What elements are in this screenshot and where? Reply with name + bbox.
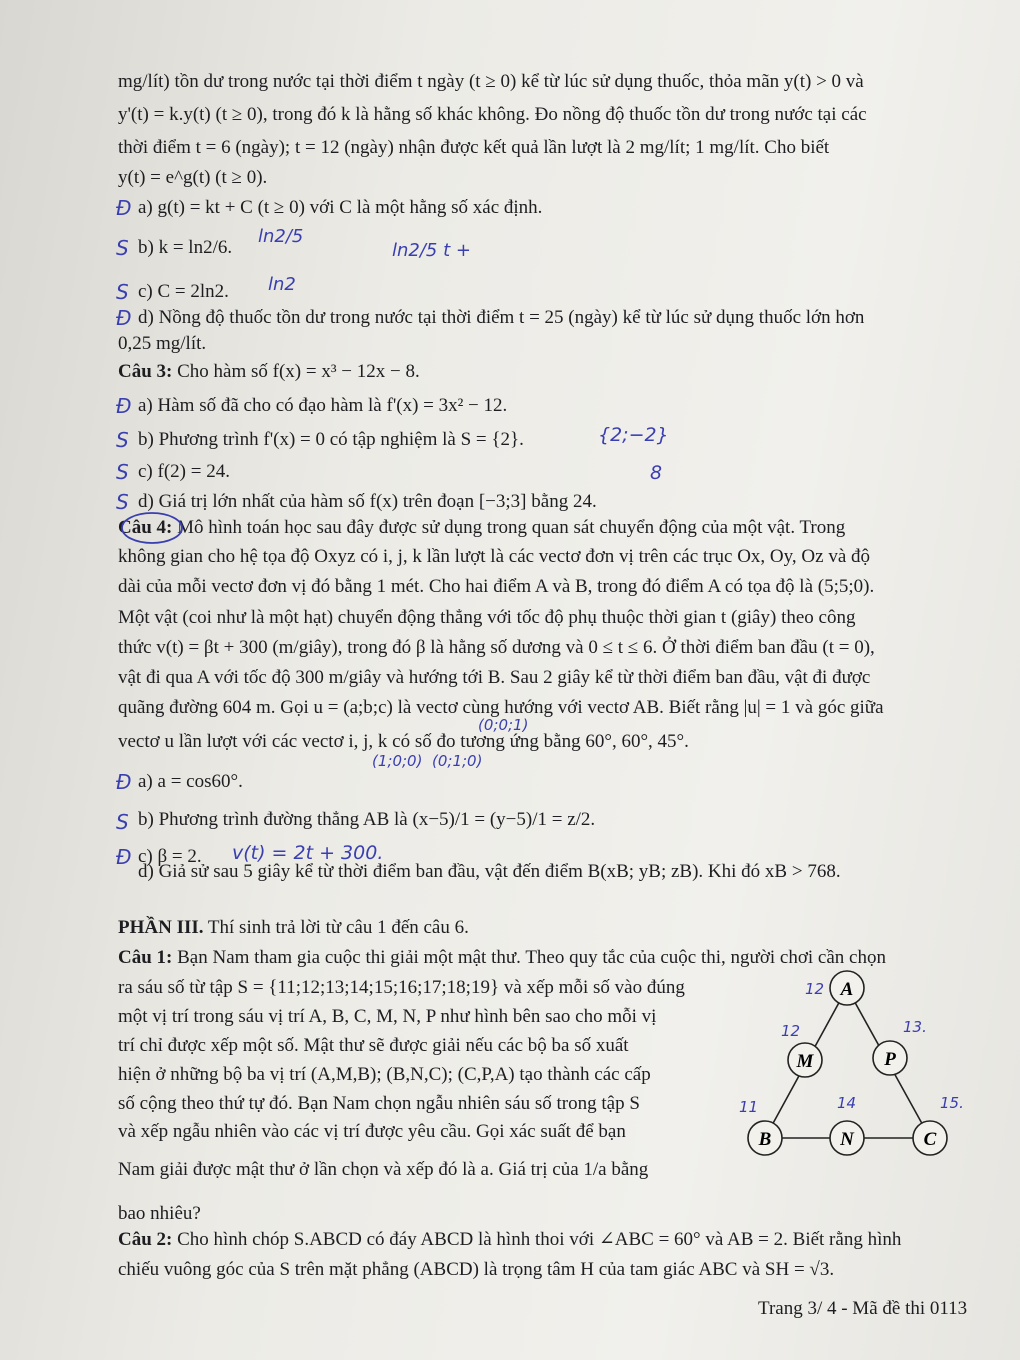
- statement-a: a) a = cos60°.: [138, 771, 243, 792]
- handwritten-note: 8: [650, 462, 663, 484]
- question-text: Bạn Nam tham gia cuộc thi giải một mật thư. Theo quy tắc của cuộc thi, người chơi cần chọn: [172, 947, 886, 968]
- statement-d: d) Giá trị lớn nhất của hàm số f(x) trên đoạn [−3;3] bằng 24.: [138, 491, 597, 512]
- node-label: C: [923, 1129, 937, 1150]
- statement-b: b) Phương trình đường thẳng AB là (x−5)/1 = (y−5)/1 = z/2.: [138, 809, 596, 830]
- text-line: y'(t) = k.y(t) (t ≥ 0), trong đó k là hằng số khác không. Đo nồng độ thuốc tồn dư trong nước tại các: [118, 104, 867, 125]
- question-text: Cho hàm số f(x) = x³ − 12x − 8.: [172, 361, 420, 382]
- handwritten-mark: S: [116, 428, 129, 452]
- handwritten-note: (0;1;0): [432, 752, 483, 770]
- question-3: [118, 360, 420, 384]
- handwritten-note: ln2: [268, 274, 296, 295]
- statement-c: c) β = 2.: [138, 846, 202, 867]
- statement-b: b) k = ln2/6.: [138, 237, 233, 258]
- text-line: và xếp ngẫu nhiên vào các vị trí được yêu cầu. Gọi xác suất để bạn: [118, 1121, 626, 1142]
- question-label: Câu 2:: [118, 1229, 173, 1250]
- text-line: thức v(t) = βt + 300 (m/giây), trong đó β là hằng số dương và 0 ≤ t ≤ 6. Ở thời điểm ban đầu (t = 0),: [118, 637, 875, 658]
- handwritten-note: {2;−2}: [598, 424, 669, 446]
- statement-a: a) Hàm số đã cho có đạo hàm là f'(x) = 3x² − 12.: [138, 395, 508, 416]
- handwritten-mark: Đ: [116, 845, 132, 869]
- node-label: B: [758, 1129, 772, 1150]
- section-text: Thí sinh trả lời từ câu 1 đến câu 6.: [203, 917, 469, 938]
- text-line: không gian cho hệ tọa độ Oxyz có i, j, k lần lượt là các vectơ đơn vị trên các trục Ox, Oy, Oz và độ: [118, 546, 871, 567]
- text-line: mg/lít) tồn dư trong nước tại thời điểm t ngày (t ≥ 0) kể từ lúc sử dụng thuốc, thỏa mãn y(t) > 0 và: [118, 71, 864, 92]
- question-text: Mô hình toán học sau đây được sử dụng trong quan sát chuyển động của một vật. Trong: [172, 517, 846, 538]
- node-label: A: [840, 979, 854, 1000]
- node-label: N: [840, 1129, 854, 1150]
- section-label: PHẦN III.: [118, 917, 204, 938]
- question-label: Câu 3:: [118, 361, 173, 382]
- question-text: Cho hình chóp S.ABCD có đáy ABCD là hình thoi với ∠ABC = 60° và AB = 2. Biết rằng hình: [172, 1229, 902, 1250]
- handwritten-mark: S: [116, 236, 129, 260]
- statement-b: b) Phương trình f'(x) = 0 có tập nghiệm là S = {2}.: [138, 429, 524, 450]
- handwritten-note: 14: [837, 1094, 857, 1112]
- handwritten-note: (1;0;0): [372, 752, 423, 770]
- text-line: y(t) = e^g(t) (t ≥ 0).: [118, 167, 268, 188]
- handwritten-circle: [112, 508, 192, 548]
- text-line: bao nhiêu?: [118, 1203, 201, 1224]
- question-4: [118, 516, 845, 540]
- handwritten-mark: S: [116, 460, 129, 484]
- text-line: hiện ở những bộ ba vị trí (A,M,B); (B,N,C); (C,P,A) tạo thành các cấp: [118, 1064, 651, 1085]
- text-line: chiếu vuông góc của S trên mặt phẳng (ABCD) là trọng tâm H của tam giác ABC và SH = √3.: [118, 1259, 835, 1280]
- handwritten-note: ln2/5: [258, 226, 304, 247]
- node-c: [913, 1121, 947, 1155]
- handwritten-note: 15.: [940, 1094, 964, 1112]
- text-line: một vị trí trong sáu vị trí A, B, C, M, N, P như hình bên sao cho mỗi vị: [118, 1006, 657, 1027]
- node-a: [830, 971, 864, 1005]
- node-n: [830, 1121, 864, 1155]
- node-b: [748, 1121, 782, 1155]
- statement-c: c) C = 2ln2.: [138, 281, 229, 302]
- handwritten-mark: S: [116, 490, 129, 514]
- position-diagram: [735, 960, 975, 1170]
- text-line: quãng đường 604 m. Gọi u = (a;b;c) là vectơ cùng hướng với vectơ AB. Biết rằng |u| = 1 và góc giữa: [118, 697, 884, 718]
- node-label: M: [796, 1051, 814, 1072]
- text-line: số cộng theo thứ tự đó. Bạn Nam chọn ngẫu nhiên sáu số trong tập S: [118, 1093, 640, 1114]
- text-line: ra sáu số từ tập S = {11;12;13;14;15;16;17;18;19} và xếp mỗi số vào đúng: [118, 977, 685, 998]
- text-line: vật đi qua A với tốc độ 300 m/giây và hướng tới B. Sau 2 giây kể từ thời điểm ban đầu, vật đi được: [118, 667, 871, 688]
- text-line: vectơ u lần lượt với các vectơ i, j, k có số đo tương ứng bằng 60°, 60°, 45°.: [118, 731, 689, 752]
- text-line: 0,25 mg/lít.: [118, 333, 207, 354]
- handwritten-mark: Đ: [116, 394, 132, 418]
- handwritten-note: 12: [781, 1022, 801, 1040]
- question-2: [118, 1228, 901, 1252]
- handwritten-mark: S: [116, 280, 129, 304]
- handwritten-mark: Đ: [116, 196, 132, 220]
- text-line: Nam giải được mật thư ở lần chọn và xếp đó là a. Giá trị của 1/a bằng: [118, 1159, 649, 1180]
- section-heading: [118, 916, 469, 940]
- handwritten-note: 12: [805, 980, 825, 998]
- statement-d: d) Nồng độ thuốc tồn dư trong nước tại thời điểm t = 25 (ngày) kể từ lúc sử dụng thuốc lớn hơn: [138, 307, 865, 328]
- question-label: Câu 1:: [118, 947, 173, 968]
- handwritten-mark: Đ: [116, 770, 132, 794]
- statement-a: a) g(t) = kt + C (t ≥ 0) với C là một hằng số xác định.: [138, 197, 543, 218]
- statement-d: d) Giả sử sau 5 giây kể từ thời điểm ban đầu, vật đến điểm B(xB; yB; zB). Khi đó xB > 768.: [138, 861, 841, 882]
- statement-c: c) f(2) = 24.: [138, 461, 230, 482]
- handwritten-note: v(t) = 2t + 300.: [232, 842, 384, 864]
- handwritten-note: 13.: [903, 1018, 927, 1036]
- handwritten-mark: S: [116, 810, 129, 834]
- text-line: trí chỉ được xếp một số. Mật thư sẽ được giải nếu các bộ ba số xuất: [118, 1035, 629, 1056]
- question-label: Câu 4:: [118, 517, 173, 538]
- text-line: Một vật (coi như là một hạt) chuyển động thẳng với tốc độ phụ thuộc thời gian t (giây) theo công: [118, 607, 856, 628]
- handwritten-note: (0;0;1): [478, 716, 529, 734]
- node-p: [873, 1041, 907, 1075]
- page-footer: Trang 3/ 4 - Mã đề thi 0113: [758, 1298, 968, 1319]
- node-m: [788, 1043, 822, 1077]
- handwritten-note: ln2/5 t +: [392, 240, 471, 261]
- node-label: P: [884, 1049, 896, 1070]
- text-line: dài của mỗi vectơ đơn vị đó bằng 1 mét. Cho hai điểm A và B, trong đó điểm A có tọa độ là (5;5;0).: [118, 576, 875, 597]
- text-line: thời điểm t = 6 (ngày); t = 12 (ngày) nhận được kết quả lần lượt là 2 mg/lít; 1 mg/lít. Cho biết: [118, 137, 830, 158]
- handwritten-mark: Đ: [116, 306, 132, 330]
- handwritten-note: 11: [739, 1098, 759, 1116]
